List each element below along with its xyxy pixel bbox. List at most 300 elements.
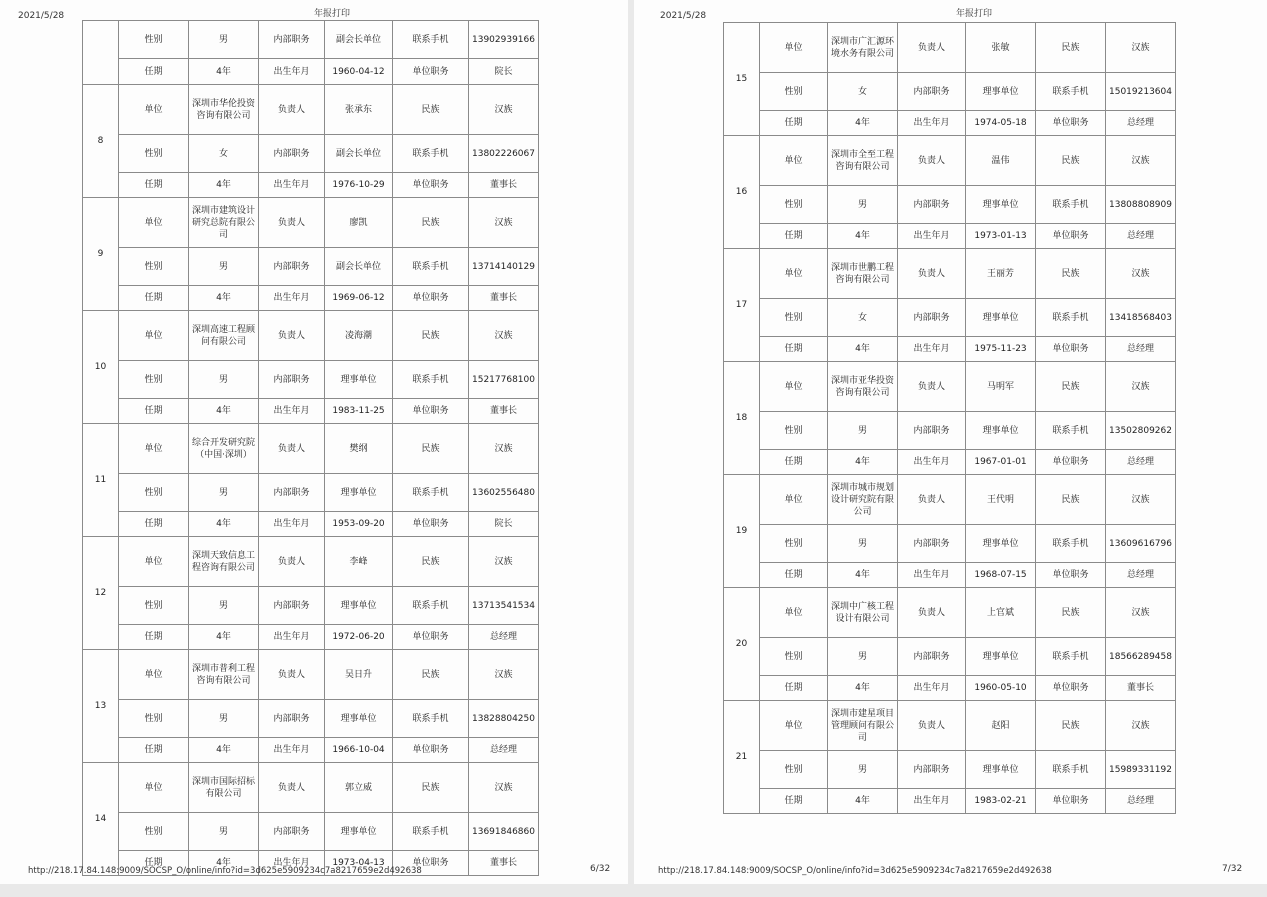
dept-post-label: 内部职务	[898, 186, 966, 224]
leader-name: 赵阳	[966, 701, 1036, 751]
unit-post-value: 总经理	[1106, 789, 1176, 814]
phone-value: 13609616796	[1106, 525, 1176, 563]
phone-value: 15019213604	[1106, 73, 1176, 111]
record-number: 14	[83, 763, 119, 876]
phone-label: 联系手机	[1036, 73, 1106, 111]
unit-name: 深圳市世鹏工程咨询有限公司	[828, 249, 898, 299]
phone-label: 联系手机	[1036, 525, 1106, 563]
leader-label: 负责人	[898, 475, 966, 525]
table-row	[724, 362, 1176, 412]
unit-label: 单位	[119, 311, 189, 361]
term-label: 任期	[760, 224, 828, 249]
table-row	[724, 337, 1176, 362]
gender-label: 性别	[119, 248, 189, 286]
ethnic-label: 民族	[393, 763, 469, 813]
table-row	[724, 450, 1176, 475]
gender-value: 男	[189, 700, 259, 738]
member-table	[82, 20, 539, 876]
dept-post-value: 理事单位	[966, 525, 1036, 563]
term-label: 任期	[119, 59, 189, 85]
term-label: 任期	[119, 738, 189, 763]
leader-name: 郭立威	[325, 763, 393, 813]
record-number: 19	[724, 475, 760, 588]
table-row	[724, 563, 1176, 588]
birth-label: 出生年月	[259, 738, 325, 763]
dept-post-label: 内部职务	[259, 135, 325, 173]
phone-label: 联系手机	[393, 21, 469, 59]
phone-label: 联系手机	[393, 587, 469, 625]
table-row	[724, 186, 1176, 224]
unit-post-label: 单位职务	[393, 512, 469, 537]
record-number: 18	[724, 362, 760, 475]
dept-post-value: 理事单位	[325, 361, 393, 399]
print-date: 2021/5/28	[18, 11, 65, 21]
table-row	[724, 789, 1176, 814]
table-row	[83, 587, 539, 625]
table-row	[724, 412, 1176, 450]
table-row	[83, 198, 539, 248]
table-row	[83, 361, 539, 399]
term-label: 任期	[760, 450, 828, 475]
dept-post-value: 副会长单位	[325, 248, 393, 286]
birth-value: 1960-04-12	[325, 59, 393, 85]
dept-post-value: 理事单位	[966, 412, 1036, 450]
gender-label: 性别	[119, 361, 189, 399]
unit-name: 深圳市广汇源环境水务有限公司	[828, 23, 898, 73]
phone-label: 联系手机	[393, 248, 469, 286]
table-row	[724, 676, 1176, 701]
phone-label: 联系手机	[1036, 638, 1106, 676]
term-value: 4年	[189, 59, 259, 85]
unit-post-value: 董事长	[469, 399, 539, 424]
leader-label: 负责人	[898, 136, 966, 186]
gender-value: 男	[828, 186, 898, 224]
dept-post-value: 理事单位	[966, 638, 1036, 676]
term-value: 4年	[189, 625, 259, 650]
gender-label: 性别	[760, 299, 828, 337]
unit-post-value: 董事长	[469, 286, 539, 311]
print-date: 2021/5/28	[660, 11, 707, 21]
unit-post-value: 总经理	[1106, 337, 1176, 362]
dept-post-label: 内部职务	[259, 474, 325, 512]
table-row	[724, 23, 1176, 73]
gender-value: 男	[189, 813, 259, 851]
phone-label: 联系手机	[393, 361, 469, 399]
birth-label: 出生年月	[898, 789, 966, 814]
record-number: 17	[724, 249, 760, 362]
gender-label: 性别	[119, 474, 189, 512]
birth-value: 1967-01-01	[966, 450, 1036, 475]
record-number: 12	[83, 537, 119, 650]
record-index-cell	[83, 21, 119, 85]
gender-value: 女	[189, 135, 259, 173]
birth-value: 1983-02-21	[966, 789, 1036, 814]
dept-post-value: 理事单位	[325, 813, 393, 851]
phone-value: 15989331192	[1106, 751, 1176, 789]
record-number: 20	[724, 588, 760, 701]
record-number: 15	[724, 23, 760, 136]
term-value: 4年	[828, 111, 898, 136]
unit-label: 单位	[119, 537, 189, 587]
birth-label: 出生年月	[259, 851, 325, 876]
report-page-right	[634, 0, 1267, 884]
ethnic-value: 汉族	[469, 311, 539, 361]
phone-label: 联系手机	[1036, 751, 1106, 789]
birth-label: 出生年月	[898, 111, 966, 136]
ethnic-label: 民族	[393, 85, 469, 135]
term-value: 4年	[189, 173, 259, 198]
unit-name: 深圳市建星项目管理顾问有限公司	[828, 701, 898, 751]
unit-post-label: 单位职务	[393, 286, 469, 311]
table-row	[83, 173, 539, 198]
table-row	[724, 525, 1176, 563]
table-row	[724, 638, 1176, 676]
term-value: 4年	[828, 789, 898, 814]
leader-name: 廖凯	[325, 198, 393, 248]
birth-label: 出生年月	[898, 337, 966, 362]
ethnic-label: 民族	[393, 424, 469, 474]
birth-label: 出生年月	[259, 286, 325, 311]
table-row	[83, 700, 539, 738]
term-label: 任期	[760, 676, 828, 701]
unit-post-value: 总经理	[469, 625, 539, 650]
gender-label: 性别	[760, 412, 828, 450]
phone-value: 13602556480	[469, 474, 539, 512]
leader-label: 负责人	[259, 763, 325, 813]
gender-value: 男	[189, 474, 259, 512]
birth-value: 1969-06-12	[325, 286, 393, 311]
phone-value: 13714140129	[469, 248, 539, 286]
phone-value: 13502809262	[1106, 412, 1176, 450]
term-label: 任期	[119, 286, 189, 311]
record-number: 16	[724, 136, 760, 249]
birth-value: 1983-11-25	[325, 399, 393, 424]
term-value: 4年	[189, 512, 259, 537]
table-row	[724, 299, 1176, 337]
record-number: 8	[83, 85, 119, 198]
leader-label: 负责人	[259, 424, 325, 474]
gender-value: 女	[828, 299, 898, 337]
unit-post-value: 总经理	[1106, 224, 1176, 249]
dept-post-label: 内部职务	[259, 248, 325, 286]
birth-label: 出生年月	[259, 59, 325, 85]
dept-post-value: 副会长单位	[325, 21, 393, 59]
birth-value: 1966-10-04	[325, 738, 393, 763]
unit-label: 单位	[119, 85, 189, 135]
table-row	[83, 85, 539, 135]
unit-name: 深圳中广核工程设计有限公司	[828, 588, 898, 638]
ethnic-label: 民族	[393, 650, 469, 700]
unit-name: 深圳市亚华投资咨询有限公司	[828, 362, 898, 412]
print-title: 年报打印	[314, 9, 351, 19]
gender-value: 男	[828, 412, 898, 450]
unit-post-value: 董事长	[469, 851, 539, 876]
gender-label: 性别	[119, 587, 189, 625]
unit-label: 单位	[119, 424, 189, 474]
gender-label: 性别	[760, 751, 828, 789]
term-value: 4年	[828, 676, 898, 701]
leader-name: 马明军	[966, 362, 1036, 412]
ethnic-value: 汉族	[1106, 701, 1176, 751]
record-number: 10	[83, 311, 119, 424]
leader-label: 负责人	[259, 650, 325, 700]
leader-label: 负责人	[898, 23, 966, 73]
birth-value: 1953-09-20	[325, 512, 393, 537]
phone-value: 13828804250	[469, 700, 539, 738]
birth-value: 1975-11-23	[966, 337, 1036, 362]
leader-name: 吴日升	[325, 650, 393, 700]
table-row	[724, 475, 1176, 525]
ethnic-label: 民族	[1036, 362, 1106, 412]
phone-value: 13691846860	[469, 813, 539, 851]
leader-label: 负责人	[898, 249, 966, 299]
unit-label: 单位	[760, 588, 828, 638]
unit-name: 深圳市普利工程咨询有限公司	[189, 650, 259, 700]
record-number: 11	[83, 424, 119, 537]
leader-name: 樊纲	[325, 424, 393, 474]
ethnic-label: 民族	[1036, 249, 1106, 299]
birth-value: 1974-05-18	[966, 111, 1036, 136]
table-row	[83, 286, 539, 311]
term-value: 4年	[828, 450, 898, 475]
dept-post-label: 内部职务	[898, 412, 966, 450]
leader-label: 负责人	[898, 701, 966, 751]
dept-post-label: 内部职务	[259, 700, 325, 738]
term-value: 4年	[189, 286, 259, 311]
ethnic-value: 汉族	[1106, 23, 1176, 73]
ethnic-value: 汉族	[469, 763, 539, 813]
unit-post-value: 总经理	[1106, 450, 1176, 475]
ethnic-label: 民族	[393, 198, 469, 248]
birth-label: 出生年月	[898, 676, 966, 701]
dept-post-value: 理事单位	[325, 700, 393, 738]
unit-post-label: 单位职务	[393, 738, 469, 763]
ethnic-value: 汉族	[469, 537, 539, 587]
unit-post-value: 总经理	[469, 738, 539, 763]
birth-value: 1968-07-15	[966, 563, 1036, 588]
gender-label: 性别	[119, 135, 189, 173]
unit-post-value: 董事长	[469, 173, 539, 198]
leader-label: 负责人	[259, 198, 325, 248]
phone-value: 18566289458	[1106, 638, 1176, 676]
gender-value: 男	[828, 525, 898, 563]
gender-label: 性别	[760, 638, 828, 676]
unit-post-label: 单位职务	[393, 59, 469, 85]
unit-name: 深圳市建筑设计研究总院有限公司	[189, 198, 259, 248]
table-row	[724, 701, 1176, 751]
birth-label: 出生年月	[898, 450, 966, 475]
unit-name: 深圳市国际招标有限公司	[189, 763, 259, 813]
dept-post-value: 理事单位	[966, 73, 1036, 111]
ethnic-value: 汉族	[1106, 362, 1176, 412]
unit-name: 深圳高速工程顾问有限公司	[189, 311, 259, 361]
table-row	[83, 474, 539, 512]
dept-post-label: 内部职务	[898, 751, 966, 789]
dept-post-label: 内部职务	[898, 638, 966, 676]
birth-value: 1972-06-20	[325, 625, 393, 650]
table-row	[724, 111, 1176, 136]
table-row	[83, 813, 539, 851]
gender-label: 性别	[119, 700, 189, 738]
birth-label: 出生年月	[259, 399, 325, 424]
dept-post-label: 内部职务	[259, 587, 325, 625]
term-value: 4年	[828, 337, 898, 362]
table-row	[83, 248, 539, 286]
phone-label: 联系手机	[393, 813, 469, 851]
table-row	[83, 311, 539, 361]
unit-post-value: 总经理	[1106, 563, 1176, 588]
leader-label: 负责人	[898, 362, 966, 412]
unit-post-value: 院长	[469, 512, 539, 537]
unit-post-label: 单位职务	[1036, 337, 1106, 362]
unit-post-label: 单位职务	[1036, 563, 1106, 588]
dept-post-value: 理事单位	[966, 299, 1036, 337]
birth-value: 1976-10-29	[325, 173, 393, 198]
phone-label: 联系手机	[1036, 412, 1106, 450]
term-label: 任期	[119, 173, 189, 198]
gender-label: 性别	[760, 525, 828, 563]
table-row	[83, 763, 539, 813]
leader-name: 王丽芳	[966, 249, 1036, 299]
leader-name: 温伟	[966, 136, 1036, 186]
leader-name: 李峰	[325, 537, 393, 587]
birth-value: 1973-04-13	[325, 851, 393, 876]
gender-label: 性别	[119, 813, 189, 851]
ethnic-label: 民族	[1036, 136, 1106, 186]
unit-label: 单位	[760, 136, 828, 186]
gender-label: 性别	[760, 73, 828, 111]
ethnic-label: 民族	[1036, 475, 1106, 525]
gender-value: 男	[828, 751, 898, 789]
phone-label: 联系手机	[1036, 186, 1106, 224]
unit-label: 单位	[760, 362, 828, 412]
gender-value: 男	[189, 361, 259, 399]
unit-post-label: 单位职务	[393, 399, 469, 424]
term-value: 4年	[189, 851, 259, 876]
table-row	[724, 224, 1176, 249]
phone-value: 13808808909	[1106, 186, 1176, 224]
unit-post-label: 单位职务	[1036, 111, 1106, 136]
ethnic-value: 汉族	[1106, 249, 1176, 299]
birth-label: 出生年月	[259, 625, 325, 650]
dept-post-label: 内部职务	[259, 813, 325, 851]
phone-value: 13902939166	[469, 21, 539, 59]
unit-name: 深圳市城市规划设计研究院有限公司	[828, 475, 898, 525]
unit-label: 单位	[119, 763, 189, 813]
unit-post-label: 单位职务	[1036, 450, 1106, 475]
unit-label: 单位	[119, 650, 189, 700]
ethnic-value: 汉族	[469, 85, 539, 135]
unit-label: 单位	[760, 701, 828, 751]
leader-name: 张承东	[325, 85, 393, 135]
unit-post-label: 单位职务	[393, 173, 469, 198]
table-row	[83, 59, 539, 85]
phone-label: 联系手机	[1036, 299, 1106, 337]
table-row	[83, 625, 539, 650]
phone-value: 13418568403	[1106, 299, 1176, 337]
unit-post-value: 董事长	[1106, 676, 1176, 701]
unit-post-label: 单位职务	[393, 851, 469, 876]
page-url: http://218.17.84.148:9009/SOCSP_O/online/info?id=3d625e5909234c7a8217659e2d492638	[658, 866, 1052, 876]
ethnic-value: 汉族	[469, 650, 539, 700]
ethnic-label: 民族	[393, 311, 469, 361]
unit-name: 综合开发研究院（中国·深圳）	[189, 424, 259, 474]
ethnic-value: 汉族	[469, 198, 539, 248]
table-row	[724, 136, 1176, 186]
dept-post-label: 内部职务	[259, 361, 325, 399]
leader-name: 王代明	[966, 475, 1036, 525]
term-label: 任期	[119, 512, 189, 537]
gender-value: 男	[189, 248, 259, 286]
print-title: 年报打印	[956, 9, 993, 19]
leader-name: 张敏	[966, 23, 1036, 73]
table-row	[83, 512, 539, 537]
page-url: http://218.17.84.148:9009/SOCSP_O/online/info?id=3d625e5909234c7a8217659e2d492638	[28, 866, 422, 876]
ethnic-value: 汉族	[469, 424, 539, 474]
unit-name: 深圳天致信息工程咨询有限公司	[189, 537, 259, 587]
phone-value: 13802226067	[469, 135, 539, 173]
ethnic-value: 汉族	[1106, 588, 1176, 638]
phone-label: 联系手机	[393, 135, 469, 173]
gender-label: 性别	[760, 186, 828, 224]
ethnic-value: 汉族	[1106, 136, 1176, 186]
term-value: 4年	[828, 224, 898, 249]
term-label: 任期	[119, 625, 189, 650]
dept-post-value: 理事单位	[325, 474, 393, 512]
dept-post-value: 理事单位	[325, 587, 393, 625]
unit-post-value: 总经理	[1106, 111, 1176, 136]
table-row	[724, 751, 1176, 789]
phone-value: 13713541534	[469, 587, 539, 625]
gender-label: 性别	[119, 21, 189, 59]
dept-post-label: 内部职务	[898, 299, 966, 337]
dept-post-label: 内部职务	[898, 525, 966, 563]
table-row	[83, 424, 539, 474]
phone-label: 联系手机	[393, 700, 469, 738]
table-row	[83, 537, 539, 587]
unit-post-label: 单位职务	[1036, 676, 1106, 701]
leader-name: 凌海潮	[325, 311, 393, 361]
gender-value: 男	[189, 21, 259, 59]
table-row	[83, 135, 539, 173]
leader-name: 上官斌	[966, 588, 1036, 638]
leader-label: 负责人	[259, 85, 325, 135]
term-label: 任期	[760, 789, 828, 814]
leader-label: 负责人	[259, 537, 325, 587]
table-row	[724, 249, 1176, 299]
unit-label: 单位	[760, 249, 828, 299]
unit-label: 单位	[119, 198, 189, 248]
term-value: 4年	[189, 399, 259, 424]
gender-value: 男	[189, 587, 259, 625]
gender-value: 女	[828, 73, 898, 111]
page-number: 7/32	[1222, 864, 1243, 874]
member-table	[723, 22, 1176, 814]
phone-label: 联系手机	[393, 474, 469, 512]
dept-post-value: 副会长单位	[325, 135, 393, 173]
birth-label: 出生年月	[898, 224, 966, 249]
page-number: 6/32	[590, 864, 611, 874]
birth-label: 出生年月	[898, 563, 966, 588]
term-label: 任期	[760, 563, 828, 588]
unit-name: 深圳市全至工程咨询有限公司	[828, 136, 898, 186]
birth-value: 1973-01-13	[966, 224, 1036, 249]
term-value: 4年	[189, 738, 259, 763]
table-row	[83, 738, 539, 763]
ethnic-value: 汉族	[1106, 475, 1176, 525]
leader-label: 负责人	[259, 311, 325, 361]
dept-post-value: 理事单位	[966, 751, 1036, 789]
